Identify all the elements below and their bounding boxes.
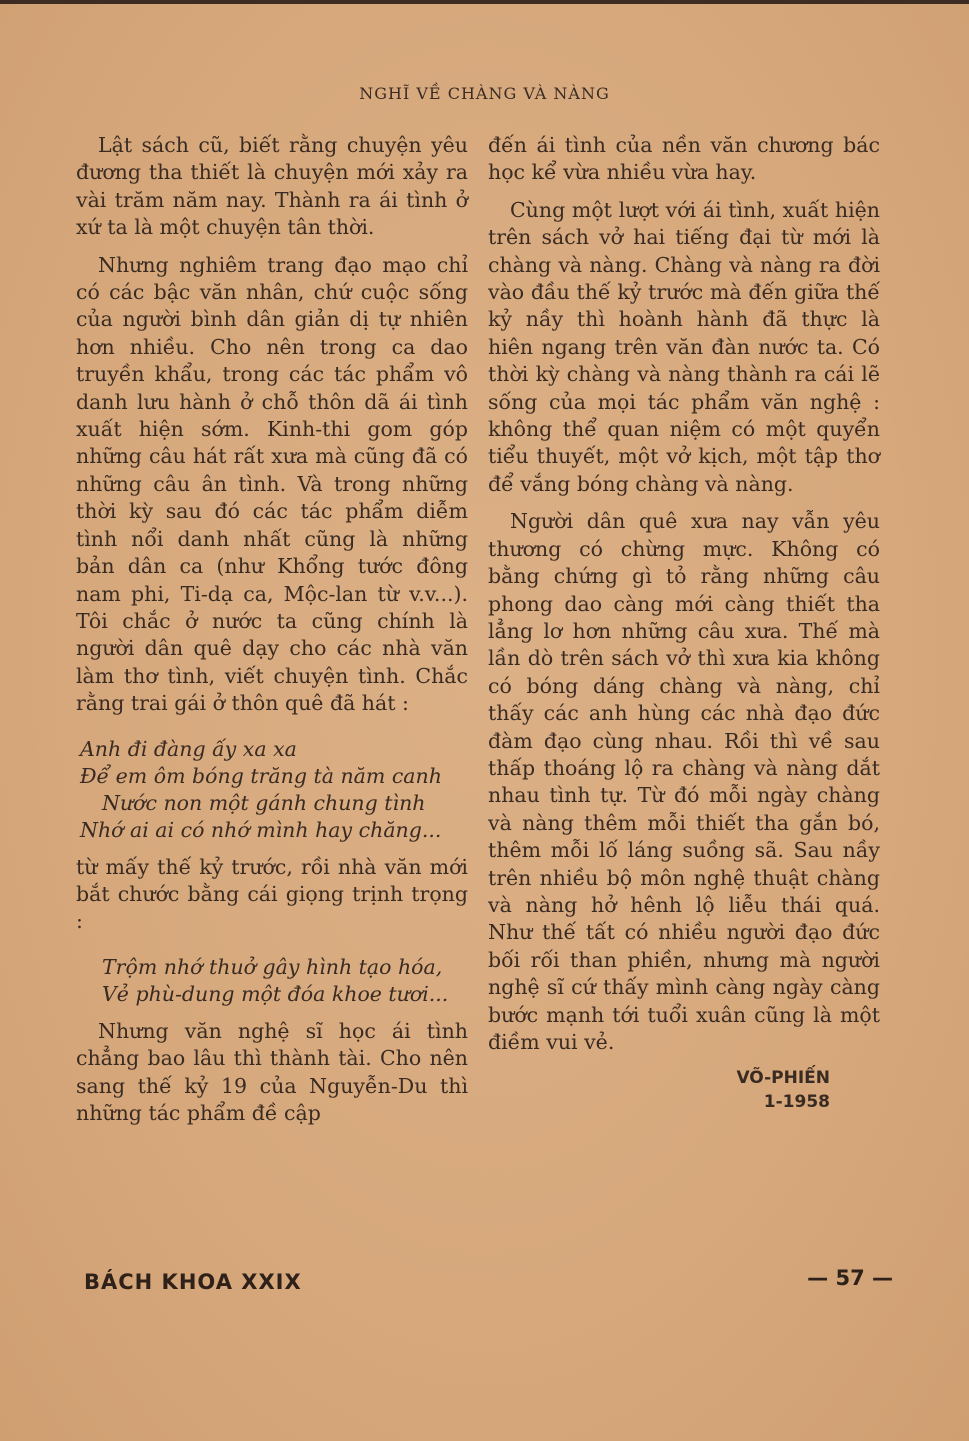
publication-name: BÁCH KHOA XXIX <box>84 1270 302 1294</box>
paragraph: từ mấy thế kỷ trước, rồi nhà văn mới bắt chước bằng cái giọng trịnh trọng : <box>76 854 468 934</box>
poem-line: Vẻ phù-dung một đóa khoe tươi... <box>102 981 449 1006</box>
paragraph: đến ái tình của nền văn chương bác học kể vừa nhiều vừa hay. <box>488 133 880 185</box>
paragraph: Nhưng văn nghệ sĩ học ái tình chẳng bao lâu thì thành tài. Cho nên sang thế kỷ 19 của Nguyễn-Du thì những tác phẩm đề cập <box>76 1018 468 1125</box>
author-signature <box>488 1066 880 1114</box>
right-column <box>488 132 880 1114</box>
author-name: VÕ-PHIẾN <box>736 1068 830 1089</box>
poem-line: Nước non một gánh chung tình <box>102 790 426 815</box>
poem-line: Anh đi đàng ấy xa xa <box>80 736 297 761</box>
page-number: — 57 — <box>807 1266 893 1290</box>
poem-line: Trộm nhớ thuở gây hình tạo hóa, <box>102 954 443 979</box>
paragraph: Nhưng nghiêm trang đạo mạo chỉ có các bậc văn nhân, chứ cuộc sống của người bình dân giản dị tự nhiên hơn nhiều. Cho nên trong ca dao truyền khẩu, trong các tác phẩm vô danh lưu hành ở chỗ thôn dã ái tình xuất hiện sớm. Kinh-thi gom góp những câu hát rất xưa mà cũng đã có những câu ân tình. Và trong những thời kỳ sau đó các tác phẩm diễm tình nổi danh nhất cũng là những bản dân ca (như Khổng tước đông nam phi, Ti-dạ ca, Mộc-lan từ v.v...). Tôi chắc ở nước ta cũng chính là người dân quê dạy cho các nhà văn làm thơ tình, viết chuyện tình. Chắc rằng trai gái ở thôn quê đã hát : <box>76 252 468 716</box>
paragraph: Cùng một lượt với ái tình, xuất hiện trên sách vở hai tiếng đại từ mới là chàng và nàng. Chàng và nàng ra đời vào đầu thế kỷ trước mà đến giữa thế kỷ nầy thì hoành hành đã thực là hiên ngang trên văn đàn nước ta. Có thời kỳ chàng và nàng thành ra cái lẽ sống của mọi tác phẩm văn nghệ : không thể quan niệm có một quyển tiểu thuyết, một vở kịch, một tập thơ để vắng bóng chàng và nàng. <box>488 197 880 496</box>
poem-line: Để em ôm bóng trăng tà năm canh <box>80 763 442 788</box>
page-header: NGHĨ VỀ CHÀNG VÀ NÀNG <box>359 84 610 103</box>
paragraph: Người dân quê xưa nay vẫn yêu thương có chừng mực. Không có bằng chứng gì tỏ rằng những câu phong dao càng mới càng thiết tha lẳng lơ hơn những câu xưa. Thế mà lần dò trên sách vở thì xưa kia không có bóng dáng chàng và nàng, chỉ thấy các anh hùng các nhà đạo đức đàm đạo cùng nhau. Rồi thì về sau thấp thoáng lộ ra chàng và nàng dắt nhau tình tự. Từ đó mỗi ngày chàng và nàng thêm mỗi thiết tha gắn bó, thêm mỗi lố láng suồng sã. Sau nầy trên nhiều bộ môn nghệ thuật chàng và nàng hở hênh lộ liễu thái quá. Như thế tất có nhiều người đạo đức bối rối than phiền, nhưng mà người nghệ sĩ cứ thấy mình càng ngày càng bước mạnh tới tuổi xuân cũng là một điềm vui vẻ. <box>488 509 880 1054</box>
left-column <box>76 132 468 1137</box>
author-date: 1-1958 <box>763 1092 830 1113</box>
paragraph: Lật sách cũ, biết rằng chuyện yêu đương tha thiết là chuyện mới xảy ra vài trăm năm nay. Thành ra ái tình ở xứ ta là một chuyện tân thời. <box>76 133 468 240</box>
poem-line: Nhớ ai ai có nhớ mình hay chăng... <box>80 817 442 842</box>
top-edge-line <box>0 0 969 4</box>
poem-quote <box>76 954 468 1008</box>
poem-quote <box>76 736 468 844</box>
